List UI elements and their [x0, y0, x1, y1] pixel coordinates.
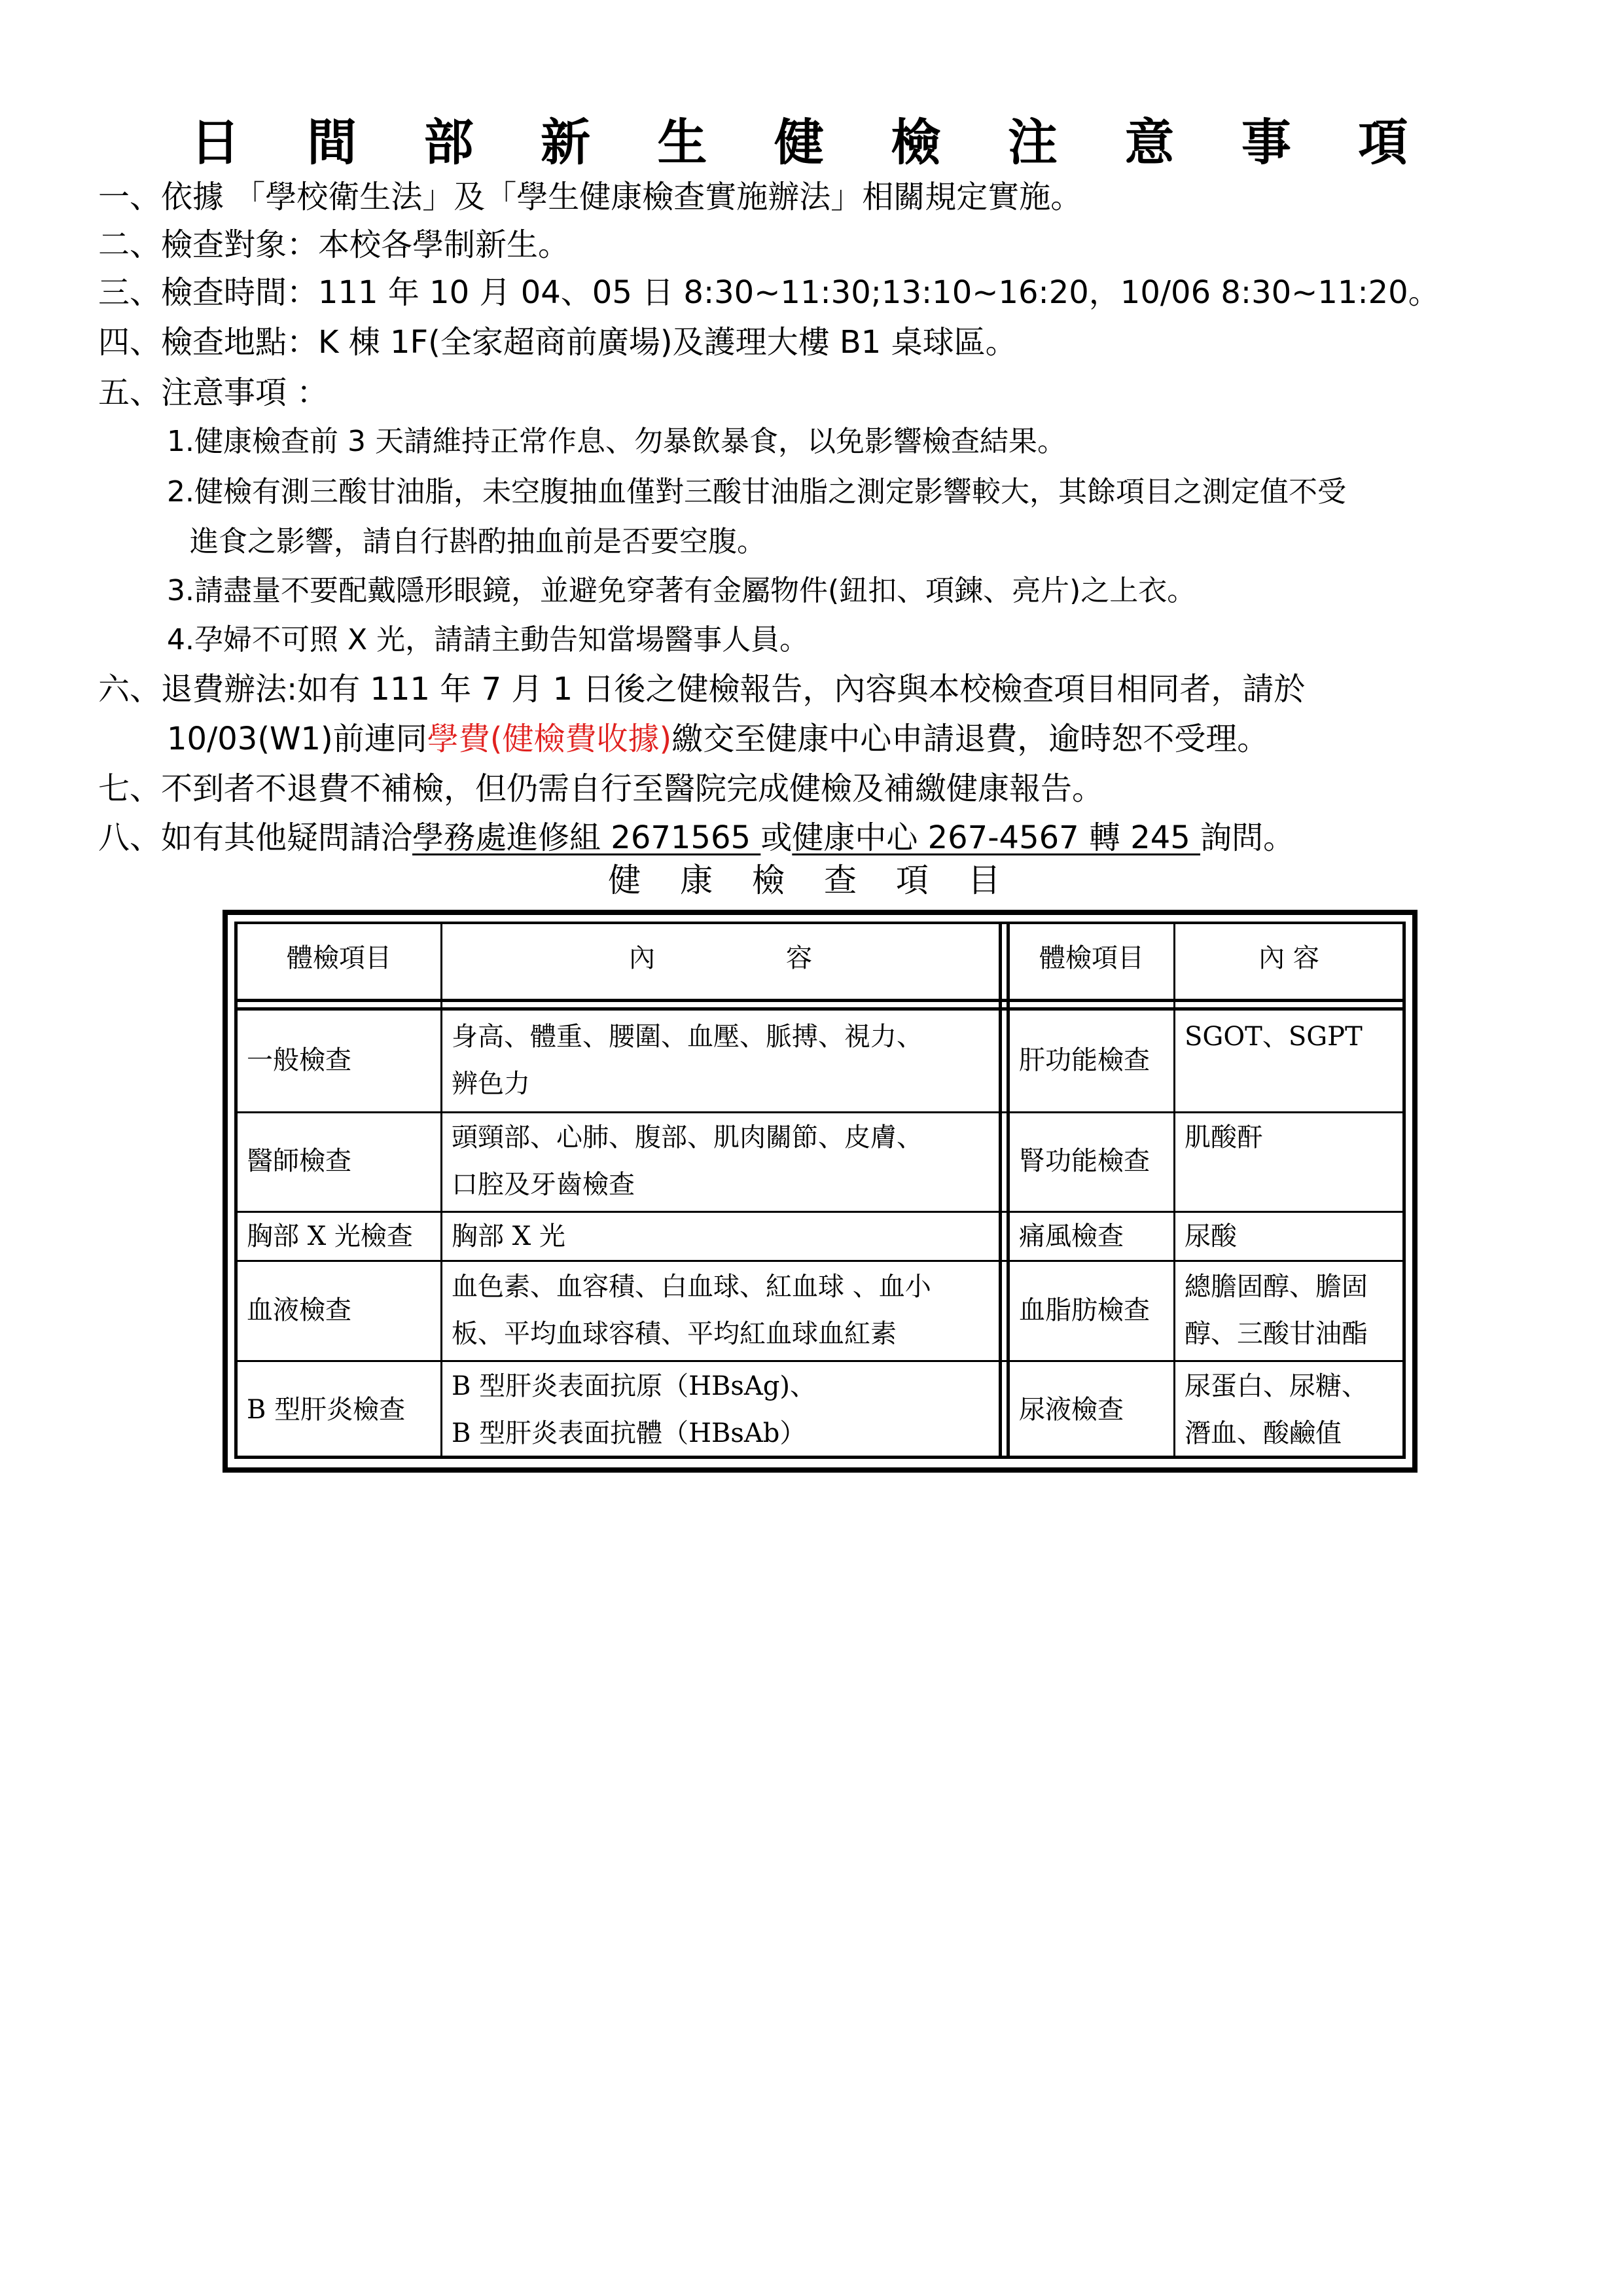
row-5-content-right: 尿蛋白、尿糖、 潛血、酸鹼值 — [1185, 1371, 1368, 1448]
header-content-left: 內 容 — [629, 943, 812, 973]
note-4: 4.孕婦不可照 X 光，請請主動告知當場醫事人員。 — [167, 623, 809, 656]
note-2-line-1: 2.健檢有測三酸甘油脂，未空腹抽血僅對三酸甘油脂之測定影響較大，其餘項目之測定值不受 — [167, 475, 1346, 509]
row-5-item-right: 尿液檢查 — [1019, 1395, 1124, 1425]
contact-pre-text: 八、如有其他疑問請洽 — [98, 819, 413, 856]
row-1-content-left: 身高、體重、腰圍、血壓、脈搏、視力、 辨色力 — [452, 1022, 923, 1099]
item-5-notes-heading: 五、注意事項 ： — [98, 374, 329, 411]
row-4-item-right: 血脂肪檢查 — [1019, 1295, 1150, 1325]
contact-post-text: 詢問。 — [1200, 819, 1295, 856]
header-content-right: 內 容 — [1258, 943, 1319, 973]
item-8-contact — [98, 815, 1294, 861]
page-title: 日 間 部 新 生 健 檢 注 意 事 項 — [190, 113, 1433, 171]
row-3-item-right: 痛風檢查 — [1019, 1221, 1124, 1251]
contact-office-1: 學務處進修組 2671565 — [412, 819, 761, 856]
row-2-item-left: 醫師檢查 — [247, 1146, 351, 1176]
contact-or-text: 或 — [760, 819, 793, 856]
header-item-right: 體檢項目 — [1039, 943, 1144, 973]
note-2-line-2: 進食之影響，請自行斟酌抽血前是否要空腹。 — [190, 525, 766, 558]
health-check-table — [223, 910, 1418, 1473]
header-item-left: 體檢項目 — [287, 943, 391, 973]
row-1-item-right: 肝功能檢查 — [1019, 1045, 1150, 1075]
row-1-content-right: SGOT、SGPT — [1185, 1022, 1363, 1052]
item-6-refund-line-1: 六、退費辦法:如有 111 年 7 月 1 日後之健檢報告，內容與本校檢查項目相同者，請於 — [98, 671, 1306, 708]
row-5-content-left: B 型肝炎表面抗原（HBsAg)、 B 型肝炎表面抗體（HBsAb） — [452, 1371, 817, 1448]
row-4-item-left: 血液檢查 — [247, 1295, 351, 1325]
row-3-content-right: 尿酸 — [1185, 1221, 1237, 1251]
row-2-item-right: 腎功能檢查 — [1019, 1146, 1150, 1176]
item-3-time: 三、檢查時間：111 年 10 月 04、05 日 8:30~11:30;13:10~16:20，10/06 8:30~11:20。 — [98, 274, 1440, 311]
item-1-basis: 一、依據 「學校衛生法」及「學生健康檢查實施辦法」相關規定實施。 — [98, 179, 1082, 215]
row-3-item-left: 胸部 X 光檢查 — [247, 1221, 413, 1251]
item-7-no-show: 七、不到者不退費不補檢，但仍需自行至醫院完成健檢及補繳健康報告。 — [98, 770, 1104, 807]
refund-receipt-highlight: 學費(健檢費收據) — [427, 721, 672, 757]
refund-pre-text: 10/03(W1)前連同 — [167, 721, 427, 757]
item-2-target: 二、檢查對象：本校各學制新生。 — [98, 226, 570, 263]
row-4-content-right: 總膽固醇、膽固 醇、三酸甘油酯 — [1185, 1272, 1368, 1349]
contact-office-2: 健康中心 267-4567 轉 245 — [792, 819, 1201, 856]
row-2-content-right: 肌酸酐 — [1185, 1122, 1263, 1153]
row-4-content-left: 血色素、血容積、白血球、紅血球 、血小 板、平均血球容積、平均紅血球血紅素 — [452, 1272, 931, 1349]
row-3-content-left: 胸部 X 光 — [452, 1221, 565, 1251]
row-2-content-left: 頭頸部、心肺、腹部、肌肉關節、皮膚、 口腔及牙齒檢查 — [452, 1122, 923, 1200]
row-5-item-left: B 型肝炎檢查 — [247, 1395, 406, 1425]
note-3: 3.請盡量不要配戴隱形眼鏡，並避免穿著有金屬物件(鈕扣、項鍊、亮片)之上衣。 — [167, 574, 1196, 607]
table-title: 健 康 檢 查 項 目 — [608, 861, 1015, 899]
row-1-item-left: 一般檢查 — [247, 1045, 351, 1075]
item-6-refund-line-2 — [167, 716, 1268, 762]
note-1: 1.健康檢查前 3 天請維持正常作息、勿暴飲暴食，以免影響檢查結果。 — [167, 425, 1066, 458]
refund-post-text: 繳交至健康中心申請退費，逾時恕不受理。 — [671, 721, 1269, 757]
item-4-location: 四、檢查地點：K 棟 1F(全家超商前廣場)及護理大樓 B1 桌球區。 — [98, 324, 1017, 361]
